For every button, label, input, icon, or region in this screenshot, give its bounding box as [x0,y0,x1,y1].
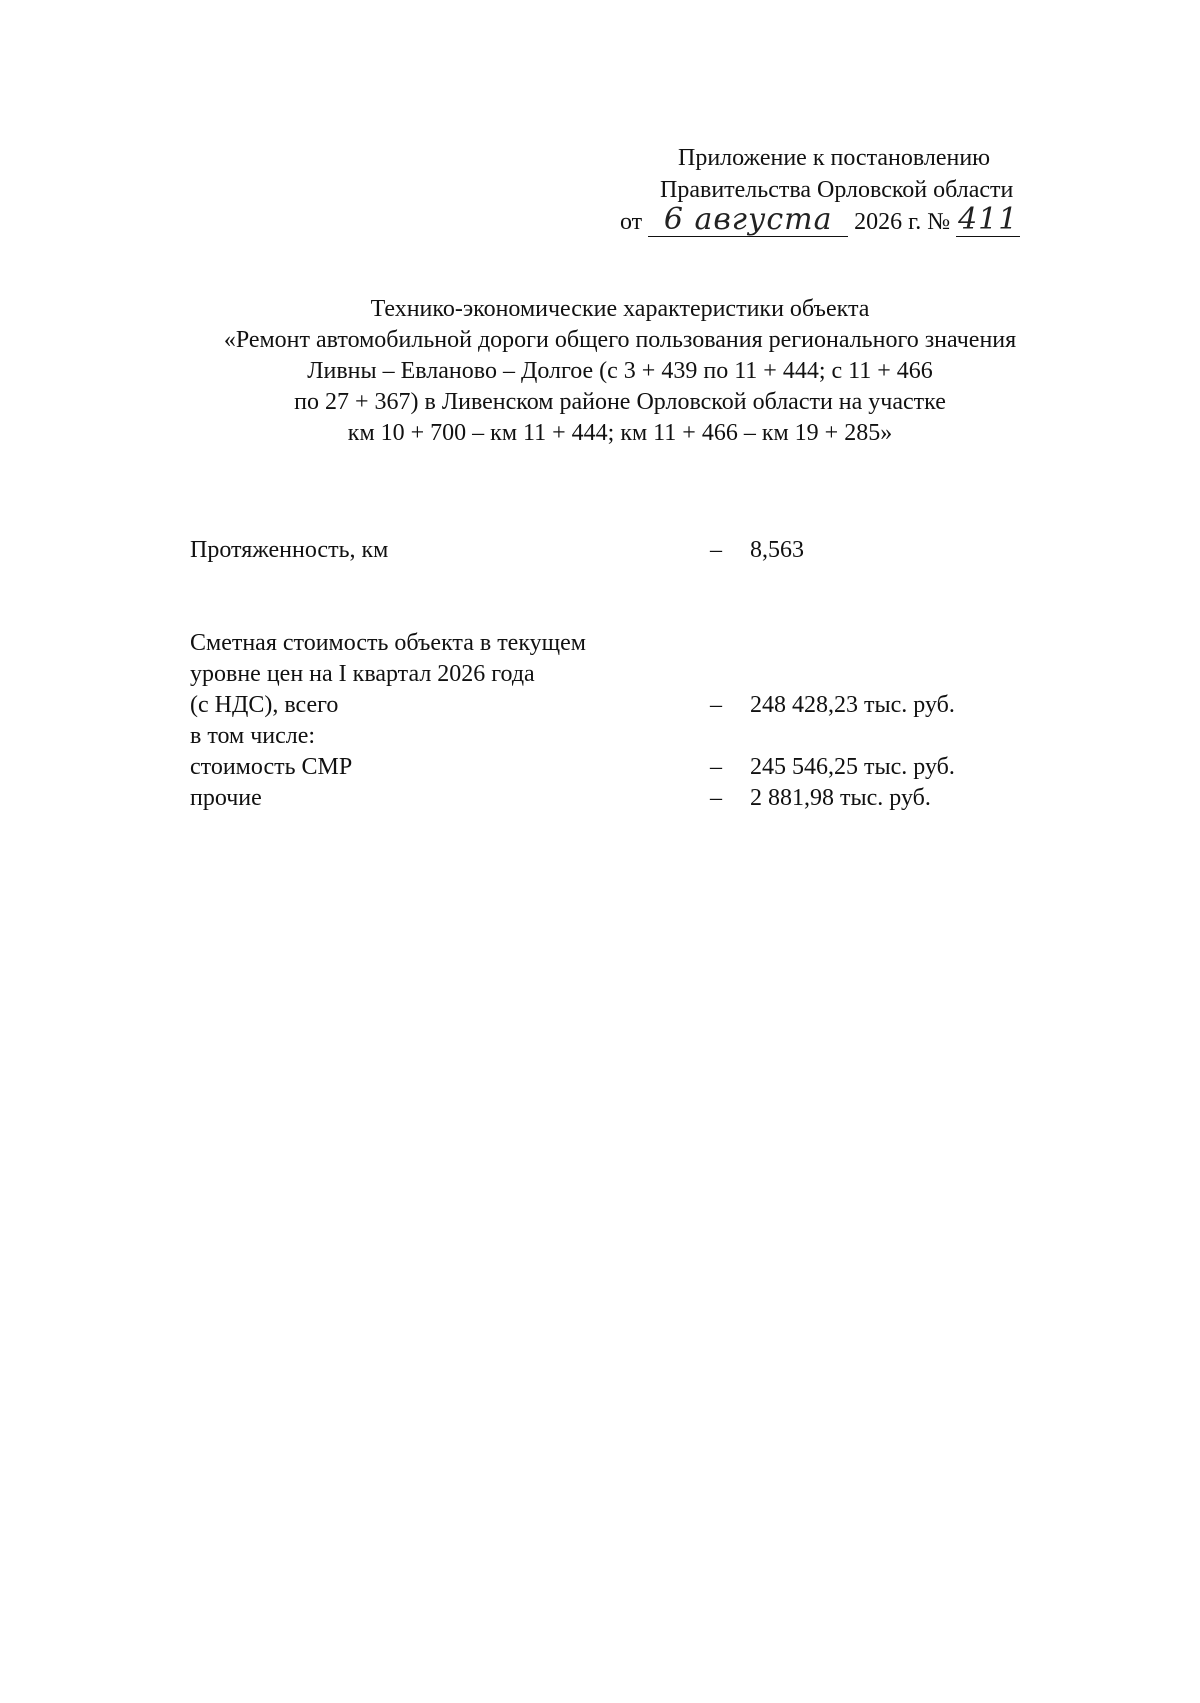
other-value: 2 881,98 тыс. руб. [750,785,931,811]
including-label: в том числе: [190,723,316,749]
title-line: по 27 + 367) в Ливенском районе Орловской области на участке [294,389,946,415]
smr-dash: – [710,754,722,780]
other-dash: – [710,785,722,811]
length-value: 8,563 [750,537,804,563]
title-line: Ливны – Евланово – Долгое (с 3 + 439 по 11 + 444; с 11 + 466 [307,358,933,384]
length-row [190,535,1090,566]
title-line: Технико-экономические характеристики объекта [370,296,870,322]
length-dash: – [710,537,722,563]
number-blank [956,202,1020,237]
handwritten-date: 6 августа [663,202,833,237]
other-label: прочие [190,785,262,811]
cost-label-3: (с НДС), всего [190,692,339,718]
year-number-label: 2026 г. № [854,209,951,235]
appendix-header [620,142,1090,244]
cost-value: 248 428,23 тыс. руб. [750,692,955,718]
smr-label: стоимость СМР [190,754,353,780]
appendix-line-2: Правительства Орловской области [660,177,1014,203]
date-blank [648,202,848,237]
length-label: Протяженность, км [190,537,389,563]
other-row [190,783,1090,814]
smr-value: 245 546,25 тыс. руб. [750,754,955,780]
from-prefix: от [620,209,643,235]
smr-row [190,752,1090,783]
document-title [150,294,1090,449]
title-line: «Ремонт автомобильной дороги общего пользования регионального значения [223,327,1017,353]
cost-label-row-2 [190,659,1090,690]
cost-row [190,690,1090,721]
handwritten-number: 411 [958,202,1019,237]
characteristics-list [190,535,1090,814]
cost-dash: – [710,692,722,718]
cost-label-row-1 [190,628,1090,659]
appendix-date-line [620,202,1090,244]
cost-label-1: Сметная стоимость объекта в текущем [190,630,586,656]
cost-label-2: уровне цен на I квартал 2026 года [190,661,535,687]
appendix-line-1: Приложение к постановлению [678,145,991,171]
including-row [190,721,1090,752]
title-line: км 10 + 700 – км 11 + 444; км 11 + 466 – км 19 + 285» [347,420,893,446]
